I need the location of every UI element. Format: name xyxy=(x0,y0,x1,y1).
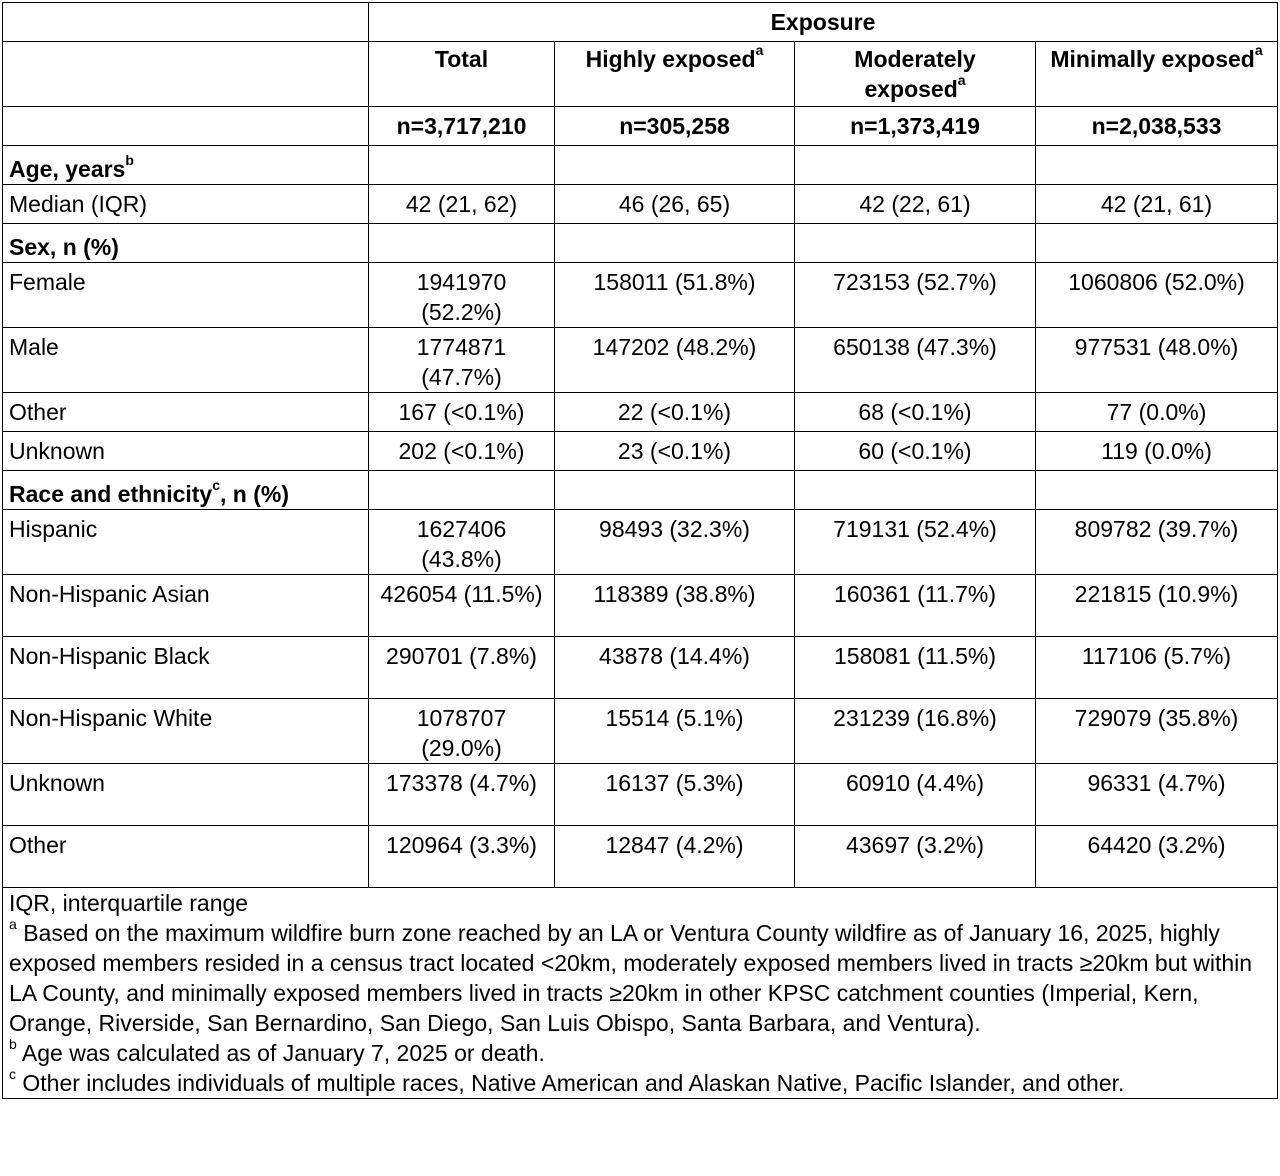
section-row-sex xyxy=(3,224,1278,263)
table-row xyxy=(3,263,1278,328)
table-cell: 650138 (47.3%) xyxy=(795,328,1036,393)
section-title-age: Age, years$^b$ xyxy=(3,146,369,185)
header-row-exposure xyxy=(3,3,1278,42)
row-label: Other xyxy=(3,826,369,888)
count-moderately-exposed: n=1,373,419 xyxy=(795,107,1036,146)
section-row-race xyxy=(3,471,1278,510)
table-cell: 231239 (16.8%) xyxy=(795,699,1036,764)
table-cell: 43878 (14.4%) xyxy=(555,637,795,699)
row-label: Hispanic xyxy=(3,510,369,575)
table-cell: 98493 (32.3%) xyxy=(555,510,795,575)
table-row xyxy=(3,699,1278,764)
table-row xyxy=(3,637,1278,699)
footnote-row xyxy=(3,888,1278,1099)
table-cell: 46 (26, 65) xyxy=(555,185,795,224)
header-row-columns xyxy=(3,42,1278,107)
table-cell: 290701 (7.8%) xyxy=(369,637,555,699)
table-cell: 1774871 (47.7%) xyxy=(369,328,555,393)
table-cell: 120964 (3.3%) xyxy=(369,826,555,888)
column-header-total: Total xyxy=(369,42,555,107)
section-title-race: Race and ethnicity$^c$, n (%) xyxy=(3,471,369,510)
table-cell: 22 (<0.1%) xyxy=(555,393,795,432)
footnote-a: $^a$ Based on the maximum wildfire burn zone reached by an LA or Ventura County wildfire as of January 16, 2025, highly exposed members resided in a census tract located <20km, moderately exposed members lived in tracts ≥20km but within LA County, and minimally exposed members lived in tracts ≥20km in other KPSC catchment counties (Imperial, Kern, Orange, Riverside, San Bernardino, San Diego, San Luis Obispo, Santa Barbara, and Ventura). xyxy=(9,916,1253,1036)
table-cell: 96331 (4.7%) xyxy=(1036,764,1278,826)
table-cell: 15514 (5.1%) xyxy=(555,699,795,764)
table-cell: 1078707 (29.0%) xyxy=(369,699,555,764)
table-row xyxy=(3,764,1278,826)
count-total: n=3,717,210 xyxy=(369,107,555,146)
table-row xyxy=(3,432,1278,471)
table-cell: 221815 (10.9%) xyxy=(1036,575,1278,637)
row-label: Non-Hispanic Black xyxy=(3,637,369,699)
table-row xyxy=(3,393,1278,432)
table-row xyxy=(3,328,1278,393)
header-empty-cell xyxy=(3,3,369,42)
table-cell: 1060806 (52.0%) xyxy=(1036,263,1278,328)
table-cell: 160361 (11.7%) xyxy=(795,575,1036,637)
table-cell: 173378 (4.7%) xyxy=(369,764,555,826)
row-label: Non-Hispanic White xyxy=(3,699,369,764)
row-label: Unknown xyxy=(3,764,369,826)
row-label: Male xyxy=(3,328,369,393)
exposure-header: Exposure xyxy=(369,3,1278,42)
table-cell: 42 (21, 61) xyxy=(1036,185,1278,224)
footnote-iqr: IQR, interquartile range xyxy=(9,890,249,916)
table-cell: 43697 (3.2%) xyxy=(795,826,1036,888)
column-header-moderately-exposed: Moderately exposed$^a$ xyxy=(795,42,1036,107)
header-row-counts xyxy=(3,107,1278,146)
table-cell: 1627406 (43.8%) xyxy=(369,510,555,575)
table-cell: 42 (22, 61) xyxy=(795,185,1036,224)
row-label: Median (IQR) xyxy=(3,185,369,224)
table-cell: 60 (<0.1%) xyxy=(795,432,1036,471)
table-cell: 147202 (48.2%) xyxy=(555,328,795,393)
footnote-b: $^b$ Age was calculated as of January 7, 2025 or death. xyxy=(9,1036,545,1066)
row-label: Unknown xyxy=(3,432,369,471)
footnote-c: $^c$ Other includes individuals of multiple races, Native American and Alaskan Native, Pacific Islander, and other. xyxy=(9,1066,1125,1096)
table-cell: 60910 (4.4%) xyxy=(795,764,1036,826)
table-cell: 977531 (48.0%) xyxy=(1036,328,1278,393)
table-cell: 77 (0.0%) xyxy=(1036,393,1278,432)
table-cell: 12847 (4.2%) xyxy=(555,826,795,888)
section-row-age xyxy=(3,146,1278,185)
table-row xyxy=(3,510,1278,575)
table-cell: 117106 (5.7%) xyxy=(1036,637,1278,699)
table-cell: 426054 (11.5%) xyxy=(369,575,555,637)
table-cell: 68 (<0.1%) xyxy=(795,393,1036,432)
count-highly-exposed: n=305,258 xyxy=(555,107,795,146)
table-cell: 1941970 (52.2%) xyxy=(369,263,555,328)
column-header-minimally-exposed: Minimally exposed$^a$ xyxy=(1036,42,1278,107)
header-empty-cell xyxy=(3,42,369,107)
row-label: Non-Hispanic Asian xyxy=(3,575,369,637)
table-cell: 119 (0.0%) xyxy=(1036,432,1278,471)
table-row xyxy=(3,826,1278,888)
header-empty-cell xyxy=(3,107,369,146)
table-cell: 64420 (3.2%) xyxy=(1036,826,1278,888)
table-cell: 729079 (35.8%) xyxy=(1036,699,1278,764)
table-cell: 202 (<0.1%) xyxy=(369,432,555,471)
section-title-sex: Sex, n (%) xyxy=(3,224,369,263)
row-label: Other xyxy=(3,393,369,432)
row-label: Female xyxy=(3,263,369,328)
table-cell: 723153 (52.7%) xyxy=(795,263,1036,328)
table-cell: 118389 (38.8%) xyxy=(555,575,795,637)
table-cell: 42 (21, 62) xyxy=(369,185,555,224)
demographics-table xyxy=(2,2,1278,1099)
count-minimally-exposed: n=2,038,533 xyxy=(1036,107,1278,146)
table-cell: 158011 (51.8%) xyxy=(555,263,795,328)
table-cell: 23 (<0.1%) xyxy=(555,432,795,471)
table-row xyxy=(3,575,1278,637)
table-cell: 719131 (52.4%) xyxy=(795,510,1036,575)
column-header-highly-exposed: Highly exposed$^a$ xyxy=(555,42,795,107)
table-cell: 16137 (5.3%) xyxy=(555,764,795,826)
table-cell: 158081 (11.5%) xyxy=(795,637,1036,699)
table-cell: 167 (<0.1%) xyxy=(369,393,555,432)
table-row xyxy=(3,185,1278,224)
table-cell: 809782 (39.7%) xyxy=(1036,510,1278,575)
footnotes xyxy=(3,888,1278,1099)
